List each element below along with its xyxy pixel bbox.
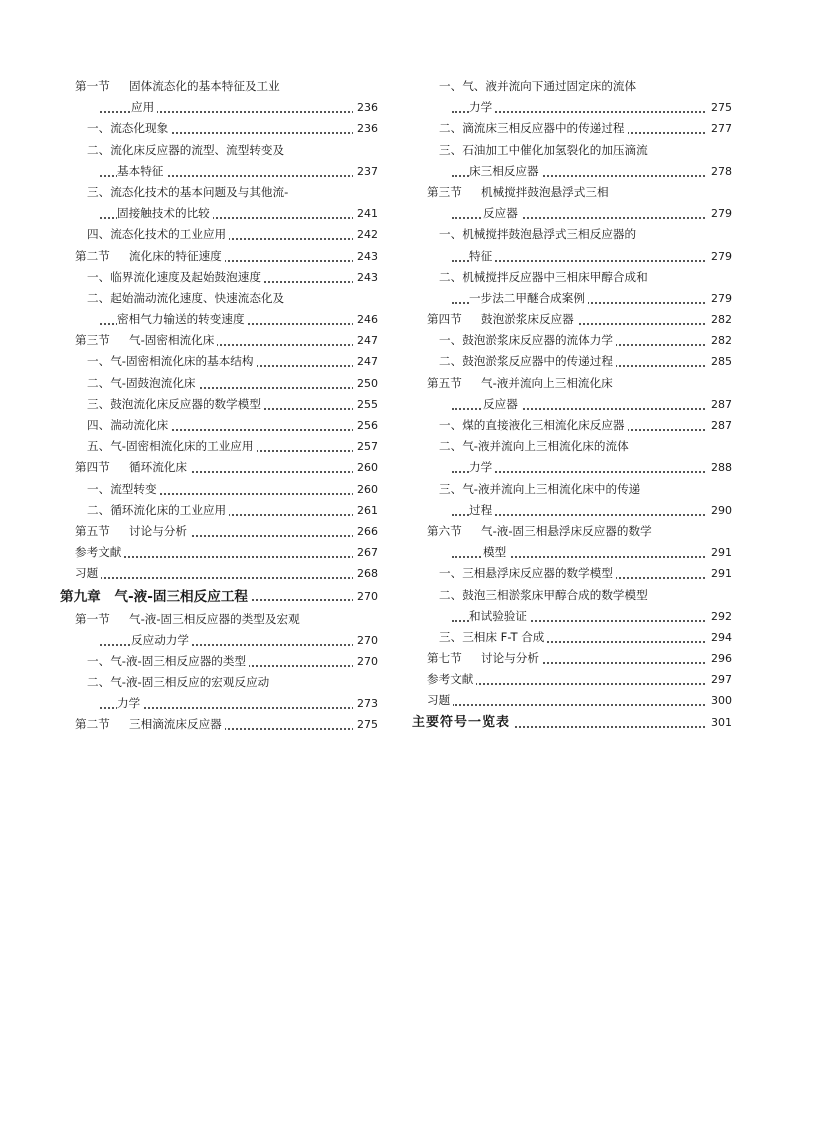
toc-entry-title xyxy=(75,609,303,630)
toc-entry-title xyxy=(439,140,651,161)
toc-entry-title xyxy=(117,309,248,330)
entry-text: 四、湍动流化床 xyxy=(87,418,169,432)
section-number: 第四节 xyxy=(75,460,110,475)
toc-entry[interactable] xyxy=(60,161,378,182)
entry-text: 习题 xyxy=(427,693,451,708)
toc-left-column xyxy=(60,76,378,736)
section-number: 第五节 xyxy=(75,523,110,538)
toc-entry-title xyxy=(439,267,651,288)
toc-entry-title xyxy=(469,457,495,478)
toc-right-column xyxy=(412,76,732,733)
toc-entry[interactable] xyxy=(60,246,378,267)
toc-entry[interactable] xyxy=(60,542,378,563)
toc-entry-title xyxy=(427,669,476,690)
section-number: 第四节 xyxy=(427,312,462,327)
toc-entry-title xyxy=(87,140,287,161)
entry-text: 三、石油加工中催化加氢裂化的加压滴流 xyxy=(439,142,648,157)
entry-text: 力学 xyxy=(469,100,493,115)
section-number: 第二节 xyxy=(75,248,110,263)
toc-entry[interactable] xyxy=(412,97,732,118)
toc-entry[interactable] xyxy=(60,714,378,735)
toc-entry-title xyxy=(117,161,166,182)
toc-entry[interactable] xyxy=(412,457,732,478)
entry-text: 一、气-固密相流化床的基本结构 xyxy=(87,354,254,369)
toc-entry[interactable] xyxy=(412,267,732,288)
toc-entry-title xyxy=(117,203,213,224)
toc-entry-title xyxy=(87,651,249,672)
toc-entry-title xyxy=(87,288,287,309)
toc-entry-title xyxy=(439,224,639,245)
toc-entry[interactable] xyxy=(412,521,732,542)
entry-text: 二、起始湍动流化速度、快速流态化及 xyxy=(87,290,285,305)
page-number: 247 xyxy=(353,351,378,372)
toc-entry[interactable] xyxy=(60,118,378,139)
toc-entry-title xyxy=(87,436,257,457)
entry-text: 气-液-固三相悬浮床反应器的数学 xyxy=(481,523,652,538)
entry-text: 反应器 xyxy=(483,396,518,411)
toc-entry[interactable] xyxy=(60,394,378,415)
entry-text: 二、流化床反应器的流型、流型转变及 xyxy=(87,142,285,157)
toc-entry[interactable] xyxy=(412,351,732,372)
entry-text: 流化床的特征速度 xyxy=(129,248,222,263)
entry-text: 密相气力输送的转变速度 xyxy=(117,312,245,327)
entry-text: 三、气-液并流向上三相流化床中的传递 xyxy=(439,481,641,496)
toc-entry-title xyxy=(427,182,612,203)
toc-entry[interactable] xyxy=(412,140,732,161)
toc-entry-title xyxy=(427,648,542,669)
toc-entry[interactable] xyxy=(412,118,732,139)
entry-text: 模型 xyxy=(483,545,507,560)
entry-text: 基本特征 xyxy=(117,163,164,178)
page-number: 268 xyxy=(353,563,378,584)
entry-text: 二、鼓泡三相淤浆床甲醇合成的数学模型 xyxy=(439,587,648,602)
toc-entry-title xyxy=(469,97,495,118)
section-number: 第五节 xyxy=(427,375,462,390)
entry-text: 床三相反应器 xyxy=(469,163,539,178)
page-number: 301 xyxy=(707,712,732,733)
toc-entry-title xyxy=(87,394,264,415)
toc-entry[interactable] xyxy=(60,351,378,372)
section-number: 第六节 xyxy=(427,523,462,538)
entry-text: 二、机械搅拌反应器中三相床甲醇合成和 xyxy=(439,269,648,284)
toc-entry-title xyxy=(75,714,225,735)
page-number: 273 xyxy=(353,693,378,714)
toc-entry-title xyxy=(87,182,291,203)
page-number: 260 xyxy=(353,479,378,500)
page-number: 282 xyxy=(707,309,732,330)
toc-entry[interactable] xyxy=(60,500,378,521)
toc-entry[interactable] xyxy=(60,373,378,394)
page-number: 282 xyxy=(707,330,732,351)
toc-entry[interactable] xyxy=(412,479,732,500)
toc-entry[interactable] xyxy=(412,330,732,351)
page-number: 291 xyxy=(707,542,732,563)
toc-entry[interactable] xyxy=(60,672,378,693)
toc-entry-title xyxy=(60,585,251,609)
toc-entry[interactable] xyxy=(412,563,732,584)
page-number: 260 xyxy=(353,457,378,478)
entry-text: 反应器 xyxy=(483,206,518,221)
entry-text: 讨论与分析 xyxy=(481,651,539,666)
entry-text: 固体流态化的基本特征及工业 xyxy=(129,79,280,93)
toc-entry[interactable] xyxy=(60,651,378,672)
toc-entry-title xyxy=(87,267,264,288)
toc-entry[interactable] xyxy=(412,373,732,394)
toc-entry[interactable] xyxy=(412,224,732,245)
toc-entry-title xyxy=(87,224,229,245)
entry-text: 一、临界流化速度及起始鼓泡速度 xyxy=(87,269,261,284)
toc-entry[interactable] xyxy=(412,606,732,627)
page-number: 300 xyxy=(707,690,732,711)
toc-entry-title xyxy=(439,585,651,606)
page-number: 236 xyxy=(353,118,378,139)
page-number: 294 xyxy=(707,627,732,648)
toc-entry[interactable] xyxy=(60,267,378,288)
entry-text: 一、气-液-固三相反应器的类型 xyxy=(87,653,247,668)
entry-text: 过程 xyxy=(469,502,493,517)
toc-entry-title xyxy=(427,309,577,330)
toc-entry[interactable] xyxy=(60,224,378,245)
page-number: 241 xyxy=(353,203,378,224)
toc-entry[interactable] xyxy=(412,182,732,203)
page-number: 287 xyxy=(707,415,732,436)
entry-text: 二、气-液-固三相反应的宏观反应动 xyxy=(87,675,270,690)
toc-entry-title xyxy=(75,521,190,542)
entry-text: 一、流态化现象 xyxy=(87,121,169,136)
toc-entry-title xyxy=(439,479,643,500)
toc-entry[interactable] xyxy=(412,627,732,648)
toc-entry-title xyxy=(483,542,509,563)
entry-text: 三、三相床 F-T 合成 xyxy=(439,629,545,644)
toc-entry-title xyxy=(131,97,157,118)
page-number: 237 xyxy=(353,161,378,182)
toc-entry[interactable] xyxy=(60,585,378,609)
toc-entry-title xyxy=(469,606,530,627)
toc-entry-title xyxy=(439,76,639,97)
page-number: 285 xyxy=(707,351,732,372)
entry-text: 四、流态化技术的工业应用 xyxy=(87,227,227,242)
entry-text: 气-固密相流化床 xyxy=(129,333,215,348)
toc-entry-title xyxy=(87,500,229,521)
entry-text: 习题 xyxy=(75,566,99,581)
page-number: 278 xyxy=(707,161,732,182)
toc-entry[interactable] xyxy=(60,479,378,500)
page-number: 290 xyxy=(707,500,732,521)
entry-text: 力学 xyxy=(117,696,141,711)
toc-entry-title xyxy=(439,436,632,457)
entry-text: 应用 xyxy=(131,100,155,115)
page-number: 287 xyxy=(707,394,732,415)
toc-entry-title xyxy=(75,76,283,97)
toc-entry-title xyxy=(469,500,495,521)
entry-text: 鼓泡淤浆床反应器 xyxy=(481,312,574,327)
toc-entry[interactable] xyxy=(412,76,732,97)
toc-entry[interactable] xyxy=(412,500,732,521)
toc-entry[interactable] xyxy=(60,288,378,309)
page-number: 256 xyxy=(353,415,378,436)
toc-entry-title xyxy=(117,693,143,714)
toc-entry[interactable] xyxy=(412,669,732,690)
toc-entry-title xyxy=(439,351,616,372)
toc-entry-title xyxy=(87,415,171,436)
toc-entry[interactable] xyxy=(412,415,732,436)
entry-text: 力学 xyxy=(469,460,493,475)
toc-entry[interactable] xyxy=(412,690,732,711)
entry-text: 二、气-固鼓泡流化床 xyxy=(87,375,196,390)
toc-entry[interactable] xyxy=(60,521,378,542)
section-number: 第三节 xyxy=(427,184,462,199)
page-number: 267 xyxy=(353,542,378,563)
toc-entry[interactable] xyxy=(412,648,732,669)
entry-text: 和试验验证 xyxy=(469,608,527,623)
entry-text: 一、气、液并流向下通过固定床的流体 xyxy=(439,79,637,93)
toc-entry[interactable] xyxy=(412,288,732,309)
page-number: 266 xyxy=(353,521,378,542)
toc-entry[interactable] xyxy=(412,712,732,733)
toc-entry-title xyxy=(469,288,588,309)
toc-entry-title xyxy=(412,712,513,733)
toc-entry-title xyxy=(87,118,171,139)
toc-entry[interactable] xyxy=(412,309,732,330)
page-number: 270 xyxy=(353,585,378,609)
toc-entry[interactable] xyxy=(412,542,732,563)
page-number: 247 xyxy=(353,330,378,351)
toc-entry[interactable] xyxy=(412,203,732,224)
entry-text: 二、滴流床三相反应器中的传递过程 xyxy=(439,121,625,136)
toc-entry-title xyxy=(75,563,101,584)
toc-entry-title xyxy=(439,118,628,139)
entry-text: 三、流态化技术的基本问题及与其他流- xyxy=(87,184,289,199)
toc-entry[interactable] xyxy=(412,161,732,182)
toc-entry-title xyxy=(427,521,655,542)
toc-entry-title xyxy=(469,161,542,182)
toc-entry-title xyxy=(469,246,495,267)
toc-entry-title xyxy=(87,373,199,394)
page-number: 277 xyxy=(707,118,732,139)
page-number: 257 xyxy=(353,436,378,457)
page-number: 242 xyxy=(353,224,378,245)
toc-entry[interactable] xyxy=(60,76,378,97)
entry-text: 反应动力学 xyxy=(131,632,189,647)
toc-entry-title xyxy=(439,330,616,351)
page-number: 279 xyxy=(707,203,732,224)
page-number: 246 xyxy=(353,309,378,330)
page-number: 297 xyxy=(707,669,732,690)
toc-entry-title xyxy=(75,330,217,351)
page-number: 243 xyxy=(353,267,378,288)
entry-text: 一、流型转变 xyxy=(87,481,157,496)
toc-entry[interactable] xyxy=(412,394,732,415)
entry-text: 气-液-固三相反应器的类型及宏观 xyxy=(129,611,300,626)
entry-text: 参考文献 xyxy=(75,545,122,560)
entry-text: 固接触技术的比较 xyxy=(117,206,210,221)
toc-entry-title xyxy=(439,415,628,436)
entry-text: 二、气-液并流向上三相流化床的流体 xyxy=(439,439,629,454)
page-number: 255 xyxy=(353,394,378,415)
entry-text: 主要符号一览表 xyxy=(412,714,511,730)
toc-entry[interactable] xyxy=(60,457,378,478)
page-number: 296 xyxy=(707,648,732,669)
entry-text: 机械搅拌鼓泡悬浮式三相 xyxy=(481,184,609,199)
page-number: 270 xyxy=(353,630,378,651)
toc-entry[interactable] xyxy=(60,97,378,118)
entry-text: 第九章 气-液-固三相反应工程 xyxy=(60,588,249,605)
section-number: 第一节 xyxy=(75,611,110,626)
toc-entry[interactable] xyxy=(60,609,378,630)
entry-text: 三相滴流床反应器 xyxy=(129,717,222,732)
toc-entry[interactable] xyxy=(60,140,378,161)
entry-text: 二、循环流化床的工业应用 xyxy=(87,502,227,517)
toc-entry-title xyxy=(75,246,225,267)
toc-entry[interactable] xyxy=(60,415,378,436)
page-number: 275 xyxy=(353,714,378,735)
toc-entry-title xyxy=(131,630,192,651)
page-number: 270 xyxy=(353,651,378,672)
entry-text: 气-液并流向上三相流化床 xyxy=(481,375,613,390)
toc-entry-title xyxy=(75,542,124,563)
page-number: 291 xyxy=(707,563,732,584)
toc-entry[interactable] xyxy=(412,585,732,606)
page-number: 261 xyxy=(353,500,378,521)
toc-entry[interactable] xyxy=(60,182,378,203)
entry-text: 特征 xyxy=(469,248,493,263)
toc-entry-title xyxy=(87,479,160,500)
page-number: 250 xyxy=(353,373,378,394)
section-number: 第七节 xyxy=(427,651,462,666)
toc-entry-title xyxy=(483,394,521,415)
toc-entry-title xyxy=(87,351,257,372)
entry-text: 讨论与分析 xyxy=(129,523,187,538)
toc-entry-title xyxy=(87,672,272,693)
page-number: 279 xyxy=(707,288,732,309)
toc-entry-title xyxy=(483,203,521,224)
entry-text: 循环流化床 xyxy=(129,460,187,475)
page-number: 288 xyxy=(707,457,732,478)
toc-entry[interactable] xyxy=(412,436,732,457)
toc-entry[interactable] xyxy=(60,309,378,330)
toc-entry-title xyxy=(75,457,190,478)
entry-text: 五、气-固密相流化床的工业应用 xyxy=(87,439,254,454)
entry-text: 一、三相悬浮床反应器的数学模型 xyxy=(439,566,613,581)
section-number: 第二节 xyxy=(75,717,110,732)
toc-entry-title xyxy=(427,690,453,711)
toc-entry[interactable] xyxy=(60,563,378,584)
entry-text: 一、鼓泡淤浆床反应器的流体力学 xyxy=(439,333,613,348)
section-number: 第三节 xyxy=(75,333,110,348)
page-number: 243 xyxy=(353,246,378,267)
entry-text: 三、鼓泡流化床反应器的数学模型 xyxy=(87,396,261,411)
toc-entry-title xyxy=(439,563,616,584)
toc-entry[interactable] xyxy=(60,693,378,714)
page-number: 275 xyxy=(707,97,732,118)
toc-entry[interactable] xyxy=(60,203,378,224)
entry-text: 一、机械搅拌鼓泡悬浮式三相反应器的 xyxy=(439,227,637,242)
entry-text: 参考文献 xyxy=(427,672,474,687)
toc-entry[interactable] xyxy=(60,436,378,457)
page-number: 236 xyxy=(353,97,378,118)
entry-text: 二、鼓泡淤浆反应器中的传递过程 xyxy=(439,354,613,369)
entry-text: 一步法二甲醚合成案例 xyxy=(469,290,585,305)
toc-entry-title xyxy=(439,627,547,648)
section-number: 第一节 xyxy=(75,79,110,93)
page-number: 292 xyxy=(707,606,732,627)
entry-text: 一、煤的直接液化三相流化床反应器 xyxy=(439,418,625,432)
toc-entry[interactable] xyxy=(412,246,732,267)
toc-entry[interactable] xyxy=(60,330,378,351)
toc-entry[interactable] xyxy=(60,630,378,651)
toc-entry-title xyxy=(427,373,616,394)
page-number: 279 xyxy=(707,246,732,267)
